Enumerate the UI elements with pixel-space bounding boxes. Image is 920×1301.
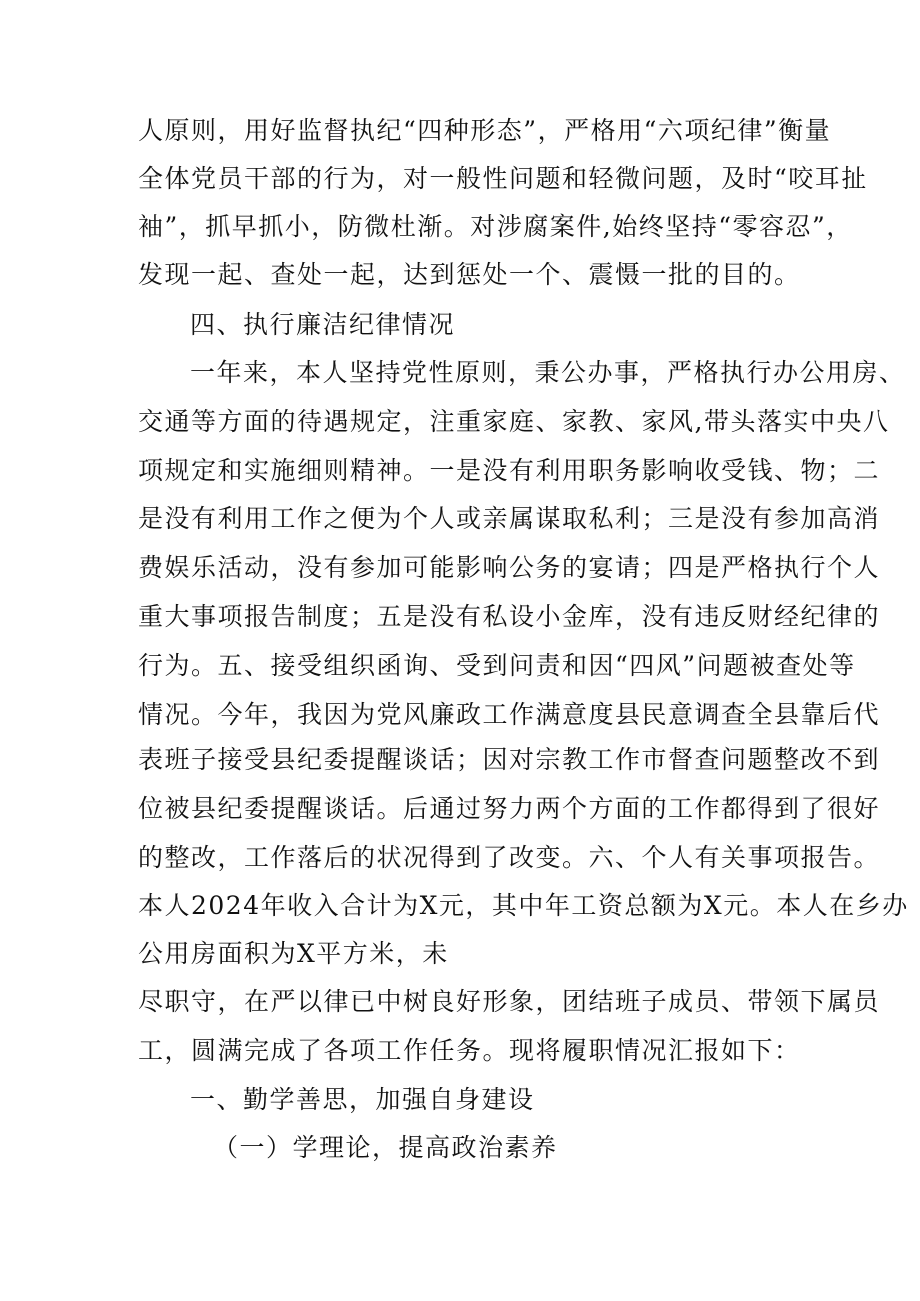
paragraph-line: 情况。今年，我因为党风廉政工作满意度县民意调查全县靠后代: [138, 700, 881, 729]
paragraph-line: 表班子接受县纪委提醒谈话；因对宗教工作市督查问题整改不到: [138, 745, 881, 774]
paragraph-line: 重大事项报告制度；五是没有私设小金库，没有违反财经纪律的: [138, 602, 881, 631]
paragraph-line: 全体党员干部的行为，对一般性问题和轻微问题，及时“咬耳扯: [138, 164, 868, 193]
section-heading: 一、勤学善思，加强自身建设: [190, 1085, 535, 1114]
paragraph-line: 是没有利用工作之便为个人或亲属谋取私利；三是没有参加高消: [138, 504, 881, 533]
paragraph-line: 袖”，抓早抓小，防微杜渐。对涉腐案件,始终坚持“零容忍”，: [138, 212, 853, 241]
paragraph-line: 尽职守，在严以律已中树良好形象，团结班子成员、带领下属员: [138, 987, 881, 1016]
paragraph-line: 公用房面积为X平方米，未: [138, 939, 449, 968]
paragraph-line: 项规定和实施细则精神。一是没有利用职务影响收受钱、物；二: [138, 456, 881, 485]
paragraph-line: 费娱乐活动，没有参加可能影响公务的宴请；四是严格执行个人: [138, 553, 881, 582]
paragraph-line: 发现一起、查处一起，达到惩处一个、震慑一批的目的。: [138, 260, 801, 289]
paragraph-line: 人原则，用好监督执纪“四种形态”，严格用“六项纪律”衡量: [138, 116, 832, 145]
paragraph-line: 一年来，本人坚持党性原则，秉公办事，严格执行办公用房、: [190, 358, 906, 387]
paragraph-line: 的整改，工作落后的状况得到了改变。六、个人有关事项报告。: [138, 843, 881, 872]
paragraph-line: 工，圆满完成了各项工作任务。现将履职情况汇报如下：: [138, 1036, 801, 1065]
section-heading: 四、执行廉洁纪律情况: [190, 310, 456, 339]
paragraph-line: 本人2024年收入合计为X元，其中年工资总额为X元。本人在乡办: [138, 891, 909, 920]
paragraph-line: 交通等方面的待遇规定，注重家庭、家教、家风,带头落实中央八: [138, 407, 890, 436]
paragraph-line: 行为。五、接受组织函询、受到问责和因“四风”问题被查处等: [138, 651, 856, 680]
subsection-heading: （一）学理论，提高政治素养: [213, 1133, 558, 1162]
paragraph-line: 位被县纪委提醒谈话。后通过努力两个方面的工作都得到了很好: [138, 794, 881, 823]
